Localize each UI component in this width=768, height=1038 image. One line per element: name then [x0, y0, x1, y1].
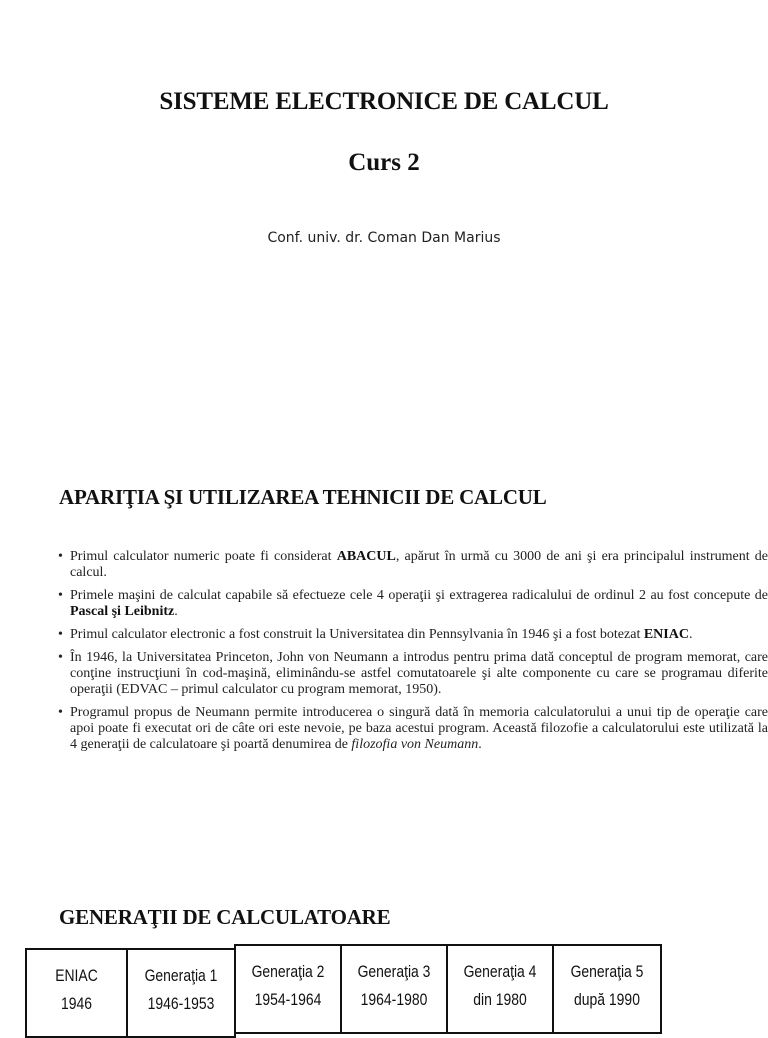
- generation-cell-3: [340, 944, 448, 1034]
- document-title: SISTEME ELECTRONICE DE CALCUL: [159, 88, 609, 115]
- section-heading-generations: GENERAŢII DE CALCULATOARE: [59, 905, 391, 929]
- generation-name: Generaţia 3: [357, 962, 431, 981]
- generation-period: 1954-1964: [254, 990, 322, 1009]
- generations-table: [25, 944, 662, 1034]
- generation-cell-1: [126, 948, 236, 1038]
- generation-period: 1946-1953: [147, 994, 215, 1013]
- generation-cell-5: [552, 944, 662, 1034]
- generation-cell-2: [234, 944, 342, 1034]
- course-number: Curs 2: [348, 149, 420, 176]
- generation-cell-4: [446, 944, 554, 1034]
- generation-name: Generaţia 5: [570, 962, 644, 981]
- author-line: Conf. univ. dr. Coman Dan Marius: [267, 230, 501, 246]
- bullet-pascal-leibnitz: • Primele maşini de calculat capabile să efectueze cele 4 operaţii şi extragerea radicalului de ordinul 2 au fost concepute de Pascal şi Leibnitz.: [58, 588, 768, 620]
- generation-name: ENIAC: [55, 966, 98, 985]
- bullet-abacus: • Primul calculator numeric poate fi considerat ABACUL, apărut în urmă cu 3000 de ani şi era principalul instrument de calcul.: [58, 549, 768, 581]
- bullet-neumann-program: • Programul propus de Neumann permite introducerea o singură dată în memoria calculatorului a unui tip de operaţie care apoi poate fi executat ori de câte ori este nevoie, pe baza acestui program. Această filozofie a calculatorului este utilizată la 4 generaţii de calculatoare şi poartă denumirea de filozofia von Neumann.: [58, 705, 768, 753]
- bullet-eniac: • Primul calculator electronic a fost construit la Universitatea din Pennsylvania în 1946 şi a fost botezat ENIAC.: [58, 627, 768, 643]
- generation-period: 1964-1980: [360, 990, 428, 1009]
- generation-period: după 1990: [574, 990, 640, 1009]
- generation-name: Generaţia 2: [251, 962, 325, 981]
- generation-period: 1946: [60, 994, 93, 1013]
- generation-cell-eniac: [25, 948, 128, 1038]
- bullet-von-neumann: • În 1946, la Universitatea Princeton, John von Neumann a introdus pentru prima dată conceptul de program memorat, care conţine instrucţiuni în cod-maşină, eliminându-se astfel comutatoarele şi alte componente cu care se programau diferite operaţii (EDVAC – primul calculator cu program memorat, 1950).: [58, 650, 768, 698]
- history-bullet-list: [58, 549, 768, 760]
- generation-name: Generaţia 1: [144, 966, 218, 985]
- generation-period: din 1980: [473, 990, 527, 1009]
- section-heading-history: APARIŢIA ŞI UTILIZAREA TEHNICII DE CALCUL: [59, 485, 547, 509]
- generation-name: Generaţia 4: [463, 962, 537, 981]
